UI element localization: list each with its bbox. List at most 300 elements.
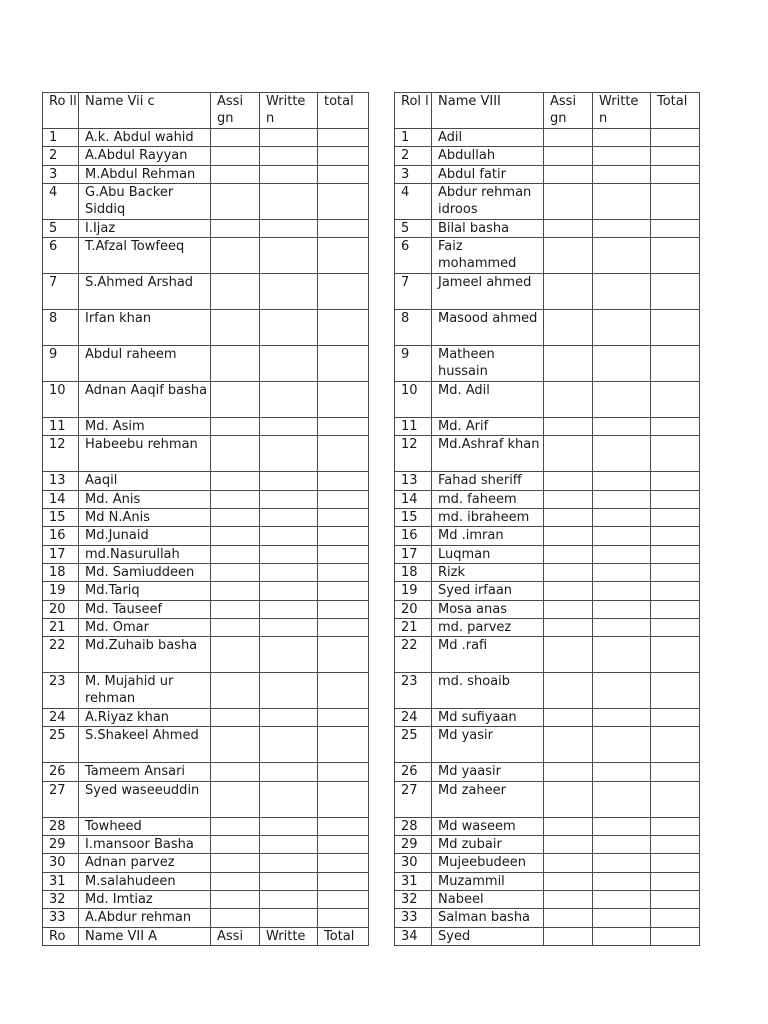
cell-roll: 22 — [43, 637, 79, 673]
cell-roll: 29 — [395, 836, 432, 854]
cell-name: Abdul fatir — [432, 165, 544, 183]
cell-assign — [211, 817, 260, 835]
cell-roll: 8 — [43, 310, 79, 346]
cell-assign — [544, 346, 593, 382]
cell-name: S.Shakeel Ahmed — [79, 727, 211, 763]
cell-assign — [211, 129, 260, 147]
table-row — [43, 909, 369, 927]
table-row — [43, 600, 369, 618]
cell-total — [651, 854, 700, 872]
cell-roll: 6 — [395, 238, 432, 274]
cell-roll: 13 — [395, 472, 432, 490]
cell-assign — [211, 219, 260, 237]
cell-written — [593, 727, 651, 763]
cell-name: Irfan khan — [79, 310, 211, 346]
cell-total — [651, 872, 700, 890]
cell-written — [593, 563, 651, 581]
cell-name: Masood ahmed — [432, 310, 544, 346]
cell-name: Md. Samiuddeen — [79, 563, 211, 581]
cell-written — [260, 854, 318, 872]
cell-total — [318, 472, 369, 490]
table-row — [395, 727, 700, 763]
cell-assign — [544, 836, 593, 854]
cell-assign — [211, 490, 260, 508]
table-row — [43, 563, 369, 581]
cell-written — [593, 582, 651, 600]
cell-assign — [211, 509, 260, 527]
cell-name: Md.Junaid — [79, 527, 211, 545]
cell-total — [651, 490, 700, 508]
cell-roll: 31 — [395, 872, 432, 890]
cell-written — [260, 183, 318, 219]
header-roll: Ro — [43, 927, 79, 945]
cell-assign — [544, 129, 593, 147]
cell-name: Aaqil — [79, 472, 211, 490]
table-row — [395, 637, 700, 673]
cell-written — [260, 727, 318, 763]
cell-written — [593, 909, 651, 927]
cell-name: I.mansoor Basha — [79, 836, 211, 854]
table-row — [43, 781, 369, 817]
cell-written — [260, 673, 318, 709]
cell-roll: 28 — [43, 817, 79, 835]
cell-total — [651, 637, 700, 673]
cell-assign — [211, 238, 260, 274]
table-row — [43, 382, 369, 418]
cell-written — [260, 872, 318, 890]
cell-name: Faiz mohammed — [432, 238, 544, 274]
cell-assign — [544, 872, 593, 890]
table-row — [395, 219, 700, 237]
cell-name: Md sufiyaan — [432, 709, 544, 727]
table-row — [395, 817, 700, 835]
cell-name: Salman basha — [432, 909, 544, 927]
header-roll: Ro ll — [43, 93, 79, 129]
cell-assign — [211, 472, 260, 490]
header-name: Name Vii c — [79, 93, 211, 129]
cell-total — [651, 129, 700, 147]
cell-name: Abdur rehman idroos — [432, 183, 544, 219]
cell-total — [318, 418, 369, 436]
cell-written — [593, 382, 651, 418]
table-row — [43, 763, 369, 781]
cell-written — [260, 418, 318, 436]
table-row — [43, 165, 369, 183]
cell-written — [593, 346, 651, 382]
cell-assign — [544, 618, 593, 636]
cell-total — [318, 600, 369, 618]
cell-name: G.Abu Backer Siddiq — [79, 183, 211, 219]
cell-assign — [544, 727, 593, 763]
header-assign: Assi gn — [544, 93, 593, 129]
cell-total — [318, 382, 369, 418]
cell-written — [260, 490, 318, 508]
header-name: Name VIII — [432, 93, 544, 129]
cell-written — [593, 238, 651, 274]
cell-total — [651, 545, 700, 563]
cell-written — [593, 673, 651, 709]
cell-roll: 26 — [43, 763, 79, 781]
cell-assign — [211, 382, 260, 418]
cell-roll: 17 — [43, 545, 79, 563]
cell-name: Bilal basha — [432, 219, 544, 237]
cell-written — [260, 909, 318, 927]
cell-roll: 28 — [395, 817, 432, 835]
cell-roll: 11 — [43, 418, 79, 436]
cell-total — [651, 527, 700, 545]
table-row — [43, 346, 369, 382]
table-row — [43, 147, 369, 165]
cell-written — [593, 618, 651, 636]
cell-roll: 21 — [395, 618, 432, 636]
cell-assign — [544, 436, 593, 472]
cell-total — [318, 274, 369, 310]
cell-roll: 31 — [43, 872, 79, 890]
cell-total — [318, 545, 369, 563]
cell-assign — [544, 854, 593, 872]
table-row — [43, 274, 369, 310]
cell-total — [318, 709, 369, 727]
cell-written — [260, 472, 318, 490]
cell-assign — [211, 618, 260, 636]
cell-total — [651, 781, 700, 817]
cell-written — [260, 527, 318, 545]
cell-assign — [544, 600, 593, 618]
table-row — [43, 219, 369, 237]
cell-name: A.k. Abdul wahid — [79, 129, 211, 147]
cell-total — [318, 582, 369, 600]
cell-name: Md.Tariq — [79, 582, 211, 600]
cell-assign — [544, 382, 593, 418]
header-name: Name VII A — [79, 927, 211, 945]
cell-name: S.Ahmed Arshad — [79, 274, 211, 310]
cell-assign — [211, 600, 260, 618]
cell-total — [318, 346, 369, 382]
cell-name: A.Abdur rehman — [79, 909, 211, 927]
cell-roll: 11 — [395, 418, 432, 436]
table-row — [395, 563, 700, 581]
cell-assign — [211, 872, 260, 890]
cell-name: M.salahudeen — [79, 872, 211, 890]
cell-roll: 16 — [395, 527, 432, 545]
cell-assign — [544, 563, 593, 581]
cell-name: Md. Imtiaz — [79, 890, 211, 908]
cell-written — [593, 637, 651, 673]
cell-name: md. ibraheem — [432, 509, 544, 527]
cell-roll: 6 — [43, 238, 79, 274]
header-total: total — [318, 93, 369, 129]
cell-assign — [211, 310, 260, 346]
cell-assign — [211, 436, 260, 472]
cell-roll: 15 — [395, 509, 432, 527]
cell-roll: 25 — [43, 727, 79, 763]
cell-name: Md. Anis — [79, 490, 211, 508]
cell-assign — [544, 472, 593, 490]
cell-name: Md. Omar — [79, 618, 211, 636]
cell-written — [260, 600, 318, 618]
cell-written — [593, 527, 651, 545]
cell-assign — [544, 418, 593, 436]
cell-roll: 23 — [395, 673, 432, 709]
cell-assign — [544, 927, 593, 945]
cell-roll: 32 — [395, 890, 432, 908]
header-roll: Rol l — [395, 93, 432, 129]
cell-total — [651, 310, 700, 346]
cell-total — [651, 909, 700, 927]
cell-assign — [544, 909, 593, 927]
cell-total — [651, 509, 700, 527]
cell-name: Habeebu rehman — [79, 436, 211, 472]
cell-written — [260, 346, 318, 382]
cell-total — [318, 527, 369, 545]
cell-assign — [544, 238, 593, 274]
cell-roll: 19 — [395, 582, 432, 600]
cell-name: md.Nasurullah — [79, 545, 211, 563]
table-row — [43, 709, 369, 727]
cell-written — [593, 545, 651, 563]
table-row — [43, 436, 369, 472]
cell-total — [318, 727, 369, 763]
cell-roll: 27 — [395, 781, 432, 817]
cell-written — [260, 582, 318, 600]
cell-total — [318, 817, 369, 835]
header-written: Writte n — [260, 93, 318, 129]
table-row — [43, 472, 369, 490]
table-row — [395, 274, 700, 310]
cell-assign — [211, 836, 260, 854]
cell-total — [651, 219, 700, 237]
table-row — [395, 472, 700, 490]
roster-table-viii-body — [395, 93, 700, 946]
cell-total — [318, 781, 369, 817]
roster-table-vii-c-body — [43, 93, 369, 946]
cell-roll: 30 — [395, 854, 432, 872]
cell-written — [260, 781, 318, 817]
table-row — [43, 727, 369, 763]
cell-written — [260, 509, 318, 527]
table-row — [395, 310, 700, 346]
cell-roll: 23 — [43, 673, 79, 709]
cell-name: Md. Asim — [79, 418, 211, 436]
cell-total — [318, 563, 369, 581]
cell-assign — [211, 637, 260, 673]
cell-roll: 3 — [43, 165, 79, 183]
cell-written — [260, 147, 318, 165]
table-row — [395, 872, 700, 890]
table-row — [395, 890, 700, 908]
cell-assign — [211, 582, 260, 600]
cell-total — [651, 563, 700, 581]
cell-roll: 33 — [395, 909, 432, 927]
cell-written — [593, 509, 651, 527]
cell-name: M. Mujahid ur rehman — [79, 673, 211, 709]
cell-name: Adnan parvez — [79, 854, 211, 872]
cell-name: Abdullah — [432, 147, 544, 165]
cell-name: Mujeebudeen — [432, 854, 544, 872]
cell-name: Md. Adil — [432, 382, 544, 418]
cell-name: Tameem Ansari — [79, 763, 211, 781]
cell-total — [318, 147, 369, 165]
table-row — [43, 527, 369, 545]
cell-total — [318, 129, 369, 147]
cell-written — [593, 418, 651, 436]
cell-written — [260, 817, 318, 835]
table-row — [43, 836, 369, 854]
cell-written — [260, 274, 318, 310]
cell-roll: 24 — [43, 709, 79, 727]
cell-roll: 12 — [395, 436, 432, 472]
cell-assign — [544, 673, 593, 709]
table-row — [395, 436, 700, 472]
cell-total — [651, 763, 700, 781]
cell-total — [651, 582, 700, 600]
cell-written — [593, 274, 651, 310]
cell-name: Md zubair — [432, 836, 544, 854]
cell-assign — [544, 219, 593, 237]
cell-assign — [544, 709, 593, 727]
table-row — [43, 890, 369, 908]
cell-written — [260, 637, 318, 673]
cell-written — [260, 436, 318, 472]
cell-assign — [544, 890, 593, 908]
cell-roll: 2 — [43, 147, 79, 165]
cell-name: Syed irfaan — [432, 582, 544, 600]
table-row — [395, 545, 700, 563]
cell-name: Abdul raheem — [79, 346, 211, 382]
cell-name: A.Riyaz khan — [79, 709, 211, 727]
cell-assign — [544, 781, 593, 817]
cell-roll: 20 — [43, 600, 79, 618]
cell-roll: 14 — [43, 490, 79, 508]
cell-assign — [211, 709, 260, 727]
cell-written — [260, 890, 318, 908]
table-row — [395, 129, 700, 147]
cell-name: Nabeel — [432, 890, 544, 908]
cell-total — [651, 436, 700, 472]
cell-assign — [211, 854, 260, 872]
table-row — [395, 490, 700, 508]
cell-name: Md .imran — [432, 527, 544, 545]
cell-name: Mosa anas — [432, 600, 544, 618]
roster-table-viii — [394, 92, 700, 946]
cell-total — [318, 238, 369, 274]
cell-total — [318, 890, 369, 908]
cell-written — [593, 872, 651, 890]
cell-written — [593, 147, 651, 165]
cell-assign — [544, 763, 593, 781]
cell-written — [593, 129, 651, 147]
cell-assign — [211, 418, 260, 436]
cell-written — [260, 618, 318, 636]
table-row — [43, 872, 369, 890]
cell-roll: 32 — [43, 890, 79, 908]
cell-name: Md.Ashraf khan — [432, 436, 544, 472]
cell-roll: 18 — [43, 563, 79, 581]
cell-name: Jameel ahmed — [432, 274, 544, 310]
header-row — [395, 93, 700, 129]
cell-roll: 19 — [43, 582, 79, 600]
table-row — [43, 637, 369, 673]
cell-roll: 34 — [395, 927, 432, 945]
table-row — [395, 165, 700, 183]
cell-roll: 27 — [43, 781, 79, 817]
cell-total — [318, 490, 369, 508]
table-row — [395, 781, 700, 817]
cell-written — [593, 817, 651, 835]
cell-written — [593, 310, 651, 346]
cell-roll: 16 — [43, 527, 79, 545]
table-row — [395, 509, 700, 527]
cell-roll: 5 — [395, 219, 432, 237]
cell-written — [260, 563, 318, 581]
cell-assign — [211, 727, 260, 763]
table-row — [43, 310, 369, 346]
table-row — [43, 129, 369, 147]
table-row — [395, 600, 700, 618]
cell-assign — [211, 673, 260, 709]
cell-name: I.Ijaz — [79, 219, 211, 237]
cell-total — [318, 509, 369, 527]
table-row — [395, 382, 700, 418]
cell-name: Adnan Aaqif basha — [79, 382, 211, 418]
cell-written — [260, 219, 318, 237]
cell-roll: 9 — [43, 346, 79, 382]
cell-roll: 18 — [395, 563, 432, 581]
cell-roll: 3 — [395, 165, 432, 183]
cell-written — [593, 927, 651, 945]
cell-assign — [544, 637, 593, 673]
cell-name: md. faheem — [432, 490, 544, 508]
cell-written — [593, 890, 651, 908]
cell-roll: 21 — [43, 618, 79, 636]
cell-total — [318, 219, 369, 237]
cell-name: T.Afzal Towfeeq — [79, 238, 211, 274]
cell-roll: 7 — [395, 274, 432, 310]
cell-name: Md yaasir — [432, 763, 544, 781]
cell-total — [318, 854, 369, 872]
cell-assign — [211, 147, 260, 165]
table-row — [395, 418, 700, 436]
header-row — [43, 93, 369, 129]
cell-name: md. parvez — [432, 618, 544, 636]
cell-written — [260, 545, 318, 563]
table-row — [395, 147, 700, 165]
roster-table-vii-c — [42, 92, 369, 946]
table-row — [395, 854, 700, 872]
cell-name: Muzammil — [432, 872, 544, 890]
cell-total — [318, 909, 369, 927]
cell-total — [318, 436, 369, 472]
cell-written — [593, 490, 651, 508]
cell-name: Fahad sheriff — [432, 472, 544, 490]
cell-name: Md N.Anis — [79, 509, 211, 527]
cell-assign — [544, 527, 593, 545]
cell-roll: 7 — [43, 274, 79, 310]
cell-name: Md.Zuhaib basha — [79, 637, 211, 673]
cell-assign — [544, 165, 593, 183]
cell-assign — [211, 781, 260, 817]
cell-assign — [211, 527, 260, 545]
cell-assign — [544, 147, 593, 165]
cell-written — [260, 709, 318, 727]
cell-total — [318, 618, 369, 636]
cell-total — [318, 165, 369, 183]
cell-written — [593, 763, 651, 781]
header-total: Total — [651, 93, 700, 129]
table-row — [395, 618, 700, 636]
table-row — [395, 709, 700, 727]
table-row — [43, 183, 369, 219]
